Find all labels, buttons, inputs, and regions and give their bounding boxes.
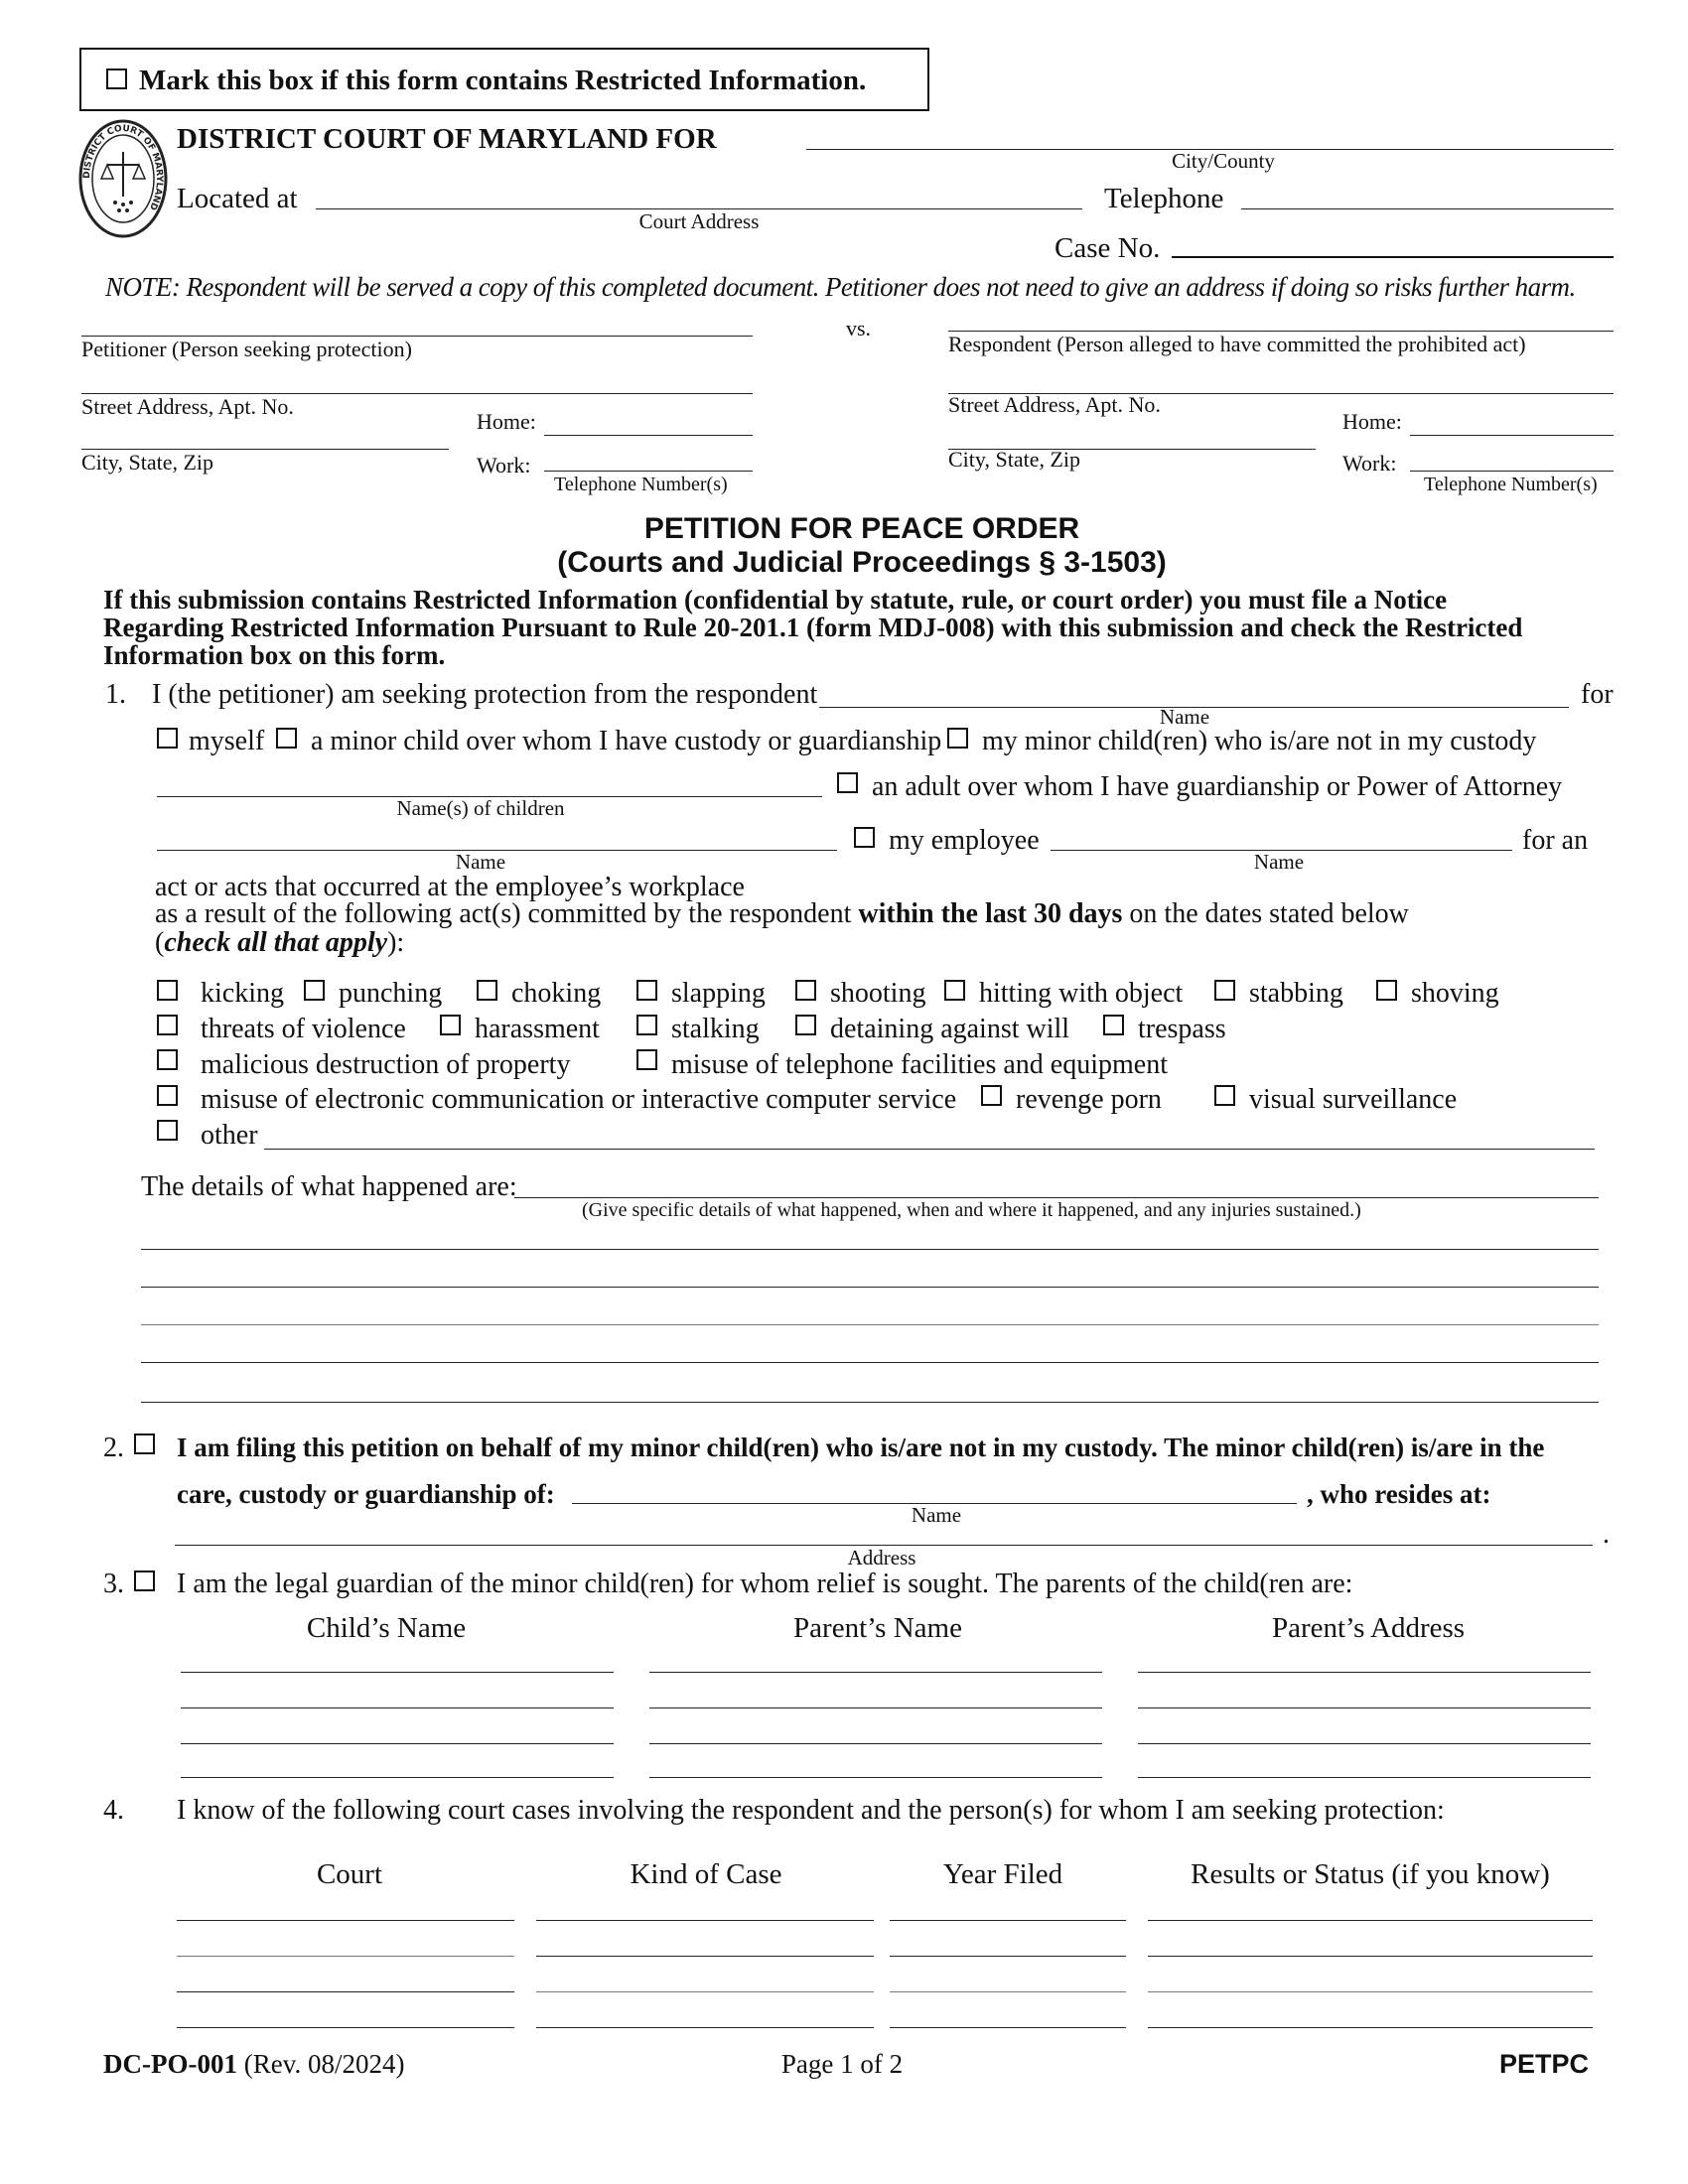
kind-of-case-line[interactable] <box>536 1920 874 1921</box>
petitioner-telephone-caption: Telephone Number(s) <box>554 474 728 495</box>
punching-label: punching <box>339 978 443 1009</box>
parent-address-line[interactable] <box>1138 1777 1591 1778</box>
restricted-info-checkbox[interactable] <box>106 68 127 89</box>
for-an-label: for an <box>1522 825 1589 856</box>
footer-form-id <box>103 2051 404 2078</box>
section2-text-line1: I am filing this petition on behalf of my minor child(ren) who is/are not in my custody. The minor child(ren) is/are in the <box>177 1433 1545 1462</box>
slapping-checkbox[interactable] <box>636 980 657 1001</box>
minor-not-custody-checkbox[interactable] <box>947 728 968 749</box>
stabbing-checkbox[interactable] <box>1214 980 1235 1001</box>
minor-custody-label: a minor child over whom I have custody or guardianship <box>311 726 942 756</box>
adult-guardianship-label: an adult over whom I have guardianship or Power of Attorney <box>872 771 1563 802</box>
section4-text: I know of the following court cases involving the respondent and the person(s) for whom I am seeking protection: <box>177 1795 1445 1826</box>
service-note: NOTE: Respondent will be served a copy of this completed document. Petitioner does not need to give an address if doing so risks further harm. <box>105 272 1576 302</box>
restricted-notice-line1: If this submission contains Restricted Information (confidential by statute, rule, or court order) you must file a Notice <box>103 585 1448 614</box>
punching-checkbox[interactable] <box>304 980 325 1001</box>
col-year-filed: Year Filed <box>942 1858 1063 1890</box>
misuse-phone-checkbox[interactable] <box>636 1049 657 1070</box>
court-line[interactable] <box>177 1991 514 1992</box>
check-all-text <box>155 929 404 957</box>
kind-of-case-line[interactable] <box>536 1956 874 1957</box>
col-results-status: Results or Status (if you know) <box>1191 1858 1550 1890</box>
adult-name-caption: Name <box>455 850 506 874</box>
malicious-label: malicious destruction of property <box>201 1049 571 1080</box>
minor-not-custody-label: my minor child(ren) who is/are not in my custody <box>982 726 1537 756</box>
trespass-label: trespass <box>1138 1014 1226 1044</box>
visual-label: visual surveillance <box>1249 1084 1458 1115</box>
details-line[interactable] <box>141 1324 1599 1325</box>
children-names-caption: Name(s) of children <box>396 796 565 820</box>
petitioner-home-label: Home: <box>477 409 536 434</box>
parent-address-line[interactable] <box>1138 1743 1591 1744</box>
court-line[interactable] <box>177 2027 514 2028</box>
shoving-checkbox[interactable] <box>1376 980 1397 1001</box>
vs-label: vs. <box>846 316 872 341</box>
respondent-caption: Respondent (Person alleged to have committed the prohibited act) <box>948 332 1526 356</box>
case-no-label: Case No. <box>1055 232 1161 264</box>
case-no-field[interactable] <box>1172 256 1614 258</box>
parent-name-line[interactable] <box>649 1743 1102 1744</box>
detaining-label: detaining against will <box>830 1014 1070 1044</box>
my-employee-checkbox[interactable] <box>854 827 875 848</box>
court-label: DISTRICT COURT OF MARYLAND FOR <box>177 123 717 155</box>
misuse-electronic-label: misuse of electronic communication or interactive computer service <box>201 1084 957 1115</box>
detaining-checkbox[interactable] <box>795 1015 816 1035</box>
col-parents-address: Parent’s Address <box>1271 1612 1466 1644</box>
guardian-address-caption: Address <box>847 1546 916 1570</box>
section3-checkbox[interactable] <box>134 1570 155 1591</box>
shoving-label: shoving <box>1411 978 1499 1009</box>
section3-text: I am the legal guardian of the minor child(ren) for whom relief is sought. The parents of the child(ren are: <box>177 1569 1353 1599</box>
slapping-label: slapping <box>671 978 766 1009</box>
revenge-label: revenge porn <box>1016 1084 1162 1115</box>
result-text <box>155 900 1409 928</box>
petitioner-city-caption: City, State, Zip <box>81 450 214 475</box>
respondent-street-caption: Street Address, Apt. No. <box>948 392 1161 417</box>
court-seal <box>77 117 169 241</box>
section3-number: 3. <box>103 1569 124 1599</box>
child-name-line[interactable] <box>181 1672 614 1673</box>
workplace-text: act or acts that occurred at the employee’s workplace <box>155 872 745 902</box>
col-childs-name: Child’s Name <box>306 1612 467 1644</box>
results-line[interactable] <box>1148 1956 1593 1957</box>
petitioner-work-label: Work: <box>477 453 531 478</box>
restricted-info-label: Mark this box if this form contains Restricted Information. <box>139 65 867 96</box>
check-all-paren-open: ( <box>155 927 165 958</box>
telephone-field[interactable] <box>1241 208 1614 209</box>
check-all-paren-close: ): <box>387 927 405 958</box>
petitioner-caption: Petitioner (Person seeking protection) <box>81 337 412 361</box>
kicking-checkbox[interactable] <box>157 980 178 1001</box>
revenge-checkbox[interactable] <box>981 1085 1002 1106</box>
court-line[interactable] <box>177 1920 514 1921</box>
kicking-label: kicking <box>201 978 284 1009</box>
respondent-home-label: Home: <box>1342 409 1402 434</box>
shooting-checkbox[interactable] <box>795 980 816 1001</box>
section2-number: 2. <box>103 1433 124 1463</box>
guardian-name-caption: Name <box>911 1503 962 1527</box>
section2-resides: , who resides at: <box>1307 1479 1491 1509</box>
col-parents-name: Parent’s Name <box>793 1612 962 1644</box>
section2-text-line2: care, custody or guardianship of: <box>177 1479 555 1509</box>
results-line[interactable] <box>1148 1920 1593 1921</box>
hitting-label: hitting with object <box>979 978 1184 1009</box>
year-filed-line[interactable] <box>890 1991 1126 1992</box>
seal-text: DISTRICT COURT OF MARYLAND <box>81 123 165 211</box>
form-id: DC-PO-001 <box>103 2049 237 2079</box>
respondent-telephone-caption: Telephone Number(s) <box>1424 474 1598 495</box>
result-text-pre: as a result of the following act(s) committed by the respondent <box>155 898 859 929</box>
details-label: The details of what happened are: <box>141 1171 517 1202</box>
restricted-notice-line2: Regarding Restricted Information Pursuant to Rule 20-201.1 (form MDJ-008) with this submission and check the Restricted <box>103 613 1523 642</box>
form-revision: (Rev. 08/2024) <box>243 2049 405 2079</box>
result-text-post: on the dates stated below <box>1122 898 1409 929</box>
result-text-bold: within the last 30 days <box>858 898 1123 929</box>
footer-page-number: Page 1 of 2 <box>780 2049 904 2079</box>
details-caption: (Give specific details of what happened, when and where it happened, and any injuries sustained.) <box>582 1199 1361 1221</box>
details-line[interactable] <box>141 1362 1599 1363</box>
misuse-electronic-checkbox[interactable] <box>157 1085 178 1106</box>
threats-label: threats of violence <box>201 1014 406 1044</box>
myself-checkbox[interactable] <box>157 728 178 749</box>
check-all-emphasis: check all that apply <box>164 927 388 958</box>
child-name-line[interactable] <box>181 1777 614 1778</box>
respondent-work-phone-field[interactable] <box>1410 471 1614 472</box>
shooting-label: shooting <box>830 978 926 1009</box>
petitioner-home-phone-field[interactable] <box>544 435 753 436</box>
harassment-label: harassment <box>475 1014 600 1044</box>
court-address-caption: Court Address <box>638 209 760 233</box>
hitting-checkbox[interactable] <box>944 980 965 1001</box>
section2-period: . <box>1603 1519 1610 1550</box>
year-filed-line[interactable] <box>890 1920 1126 1921</box>
results-line[interactable] <box>1148 1991 1593 1992</box>
kind-of-case-line[interactable] <box>536 2027 874 2028</box>
adult-guardianship-checkbox[interactable] <box>837 772 858 793</box>
other-field[interactable] <box>264 1149 1595 1150</box>
details-line[interactable] <box>141 1249 1599 1250</box>
malicious-checkbox[interactable] <box>157 1049 178 1070</box>
kind-of-case-line[interactable] <box>536 1991 874 1992</box>
details-line[interactable] <box>141 1402 1599 1403</box>
petitioner-work-phone-field[interactable] <box>544 471 753 472</box>
stalking-checkbox[interactable] <box>636 1015 657 1035</box>
my-employee-label: my employee <box>889 825 1040 856</box>
telephone-label: Telephone <box>1104 183 1224 214</box>
parent-address-line[interactable] <box>1138 1672 1591 1673</box>
harassment-checkbox[interactable] <box>440 1015 461 1035</box>
respondent-city-caption: City, State, Zip <box>948 447 1081 472</box>
details-line-first[interactable] <box>514 1197 1599 1198</box>
section1-for: for <box>1581 679 1614 710</box>
footer-form-code: PETPC <box>1499 2049 1590 2079</box>
misuse-phone-label: misuse of telephone facilities and equipment <box>671 1049 1168 1080</box>
choking-checkbox[interactable] <box>477 980 497 1001</box>
col-kind-of-case: Kind of Case <box>630 1858 782 1890</box>
parent-address-line[interactable] <box>1138 1707 1591 1708</box>
trespass-checkbox[interactable] <box>1103 1015 1124 1035</box>
section4-number: 4. <box>103 1795 124 1826</box>
details-line[interactable] <box>141 1287 1599 1288</box>
child-name-line[interactable] <box>181 1743 614 1744</box>
restricted-notice-line3: Information box on this form. <box>103 640 446 670</box>
threats-checkbox[interactable] <box>157 1015 178 1035</box>
parent-name-line[interactable] <box>649 1777 1102 1778</box>
section1-name-caption: Name <box>1159 705 1210 729</box>
year-filed-line[interactable] <box>890 2027 1126 2028</box>
stabbing-label: stabbing <box>1249 978 1343 1009</box>
child-name-line[interactable] <box>181 1707 614 1708</box>
court-line[interactable] <box>177 1956 514 1957</box>
employee-name-caption: Name <box>1253 850 1305 874</box>
respondent-work-label: Work: <box>1342 451 1397 476</box>
choking-label: choking <box>511 978 602 1009</box>
form-subtitle: (Courts and Judicial Proceedings § 3-1503) <box>557 546 1167 579</box>
results-line[interactable] <box>1148 2027 1593 2028</box>
visual-checkbox[interactable] <box>1214 1085 1235 1106</box>
respondent-home-phone-field[interactable] <box>1410 435 1614 436</box>
section1-intro: I (the petitioner) am seeking protection from the respondent <box>152 679 818 710</box>
parent-name-line[interactable] <box>649 1672 1102 1673</box>
stalking-label: stalking <box>671 1014 760 1044</box>
form-title: PETITION FOR PEACE ORDER <box>643 512 1080 545</box>
parent-name-line[interactable] <box>649 1707 1102 1708</box>
section1-number: 1. <box>105 679 126 710</box>
section2-checkbox[interactable] <box>134 1433 155 1454</box>
myself-label: myself <box>189 726 265 756</box>
col-court: Court <box>316 1858 383 1890</box>
city-county-caption: City/County <box>1172 149 1275 173</box>
minor-custody-checkbox[interactable] <box>276 728 297 749</box>
other-checkbox[interactable] <box>157 1120 178 1141</box>
located-at-label: Located at <box>177 183 298 214</box>
year-filed-line[interactable] <box>890 1956 1126 1957</box>
other-label: other <box>201 1120 258 1151</box>
petitioner-street-caption: Street Address, Apt. No. <box>81 394 294 419</box>
